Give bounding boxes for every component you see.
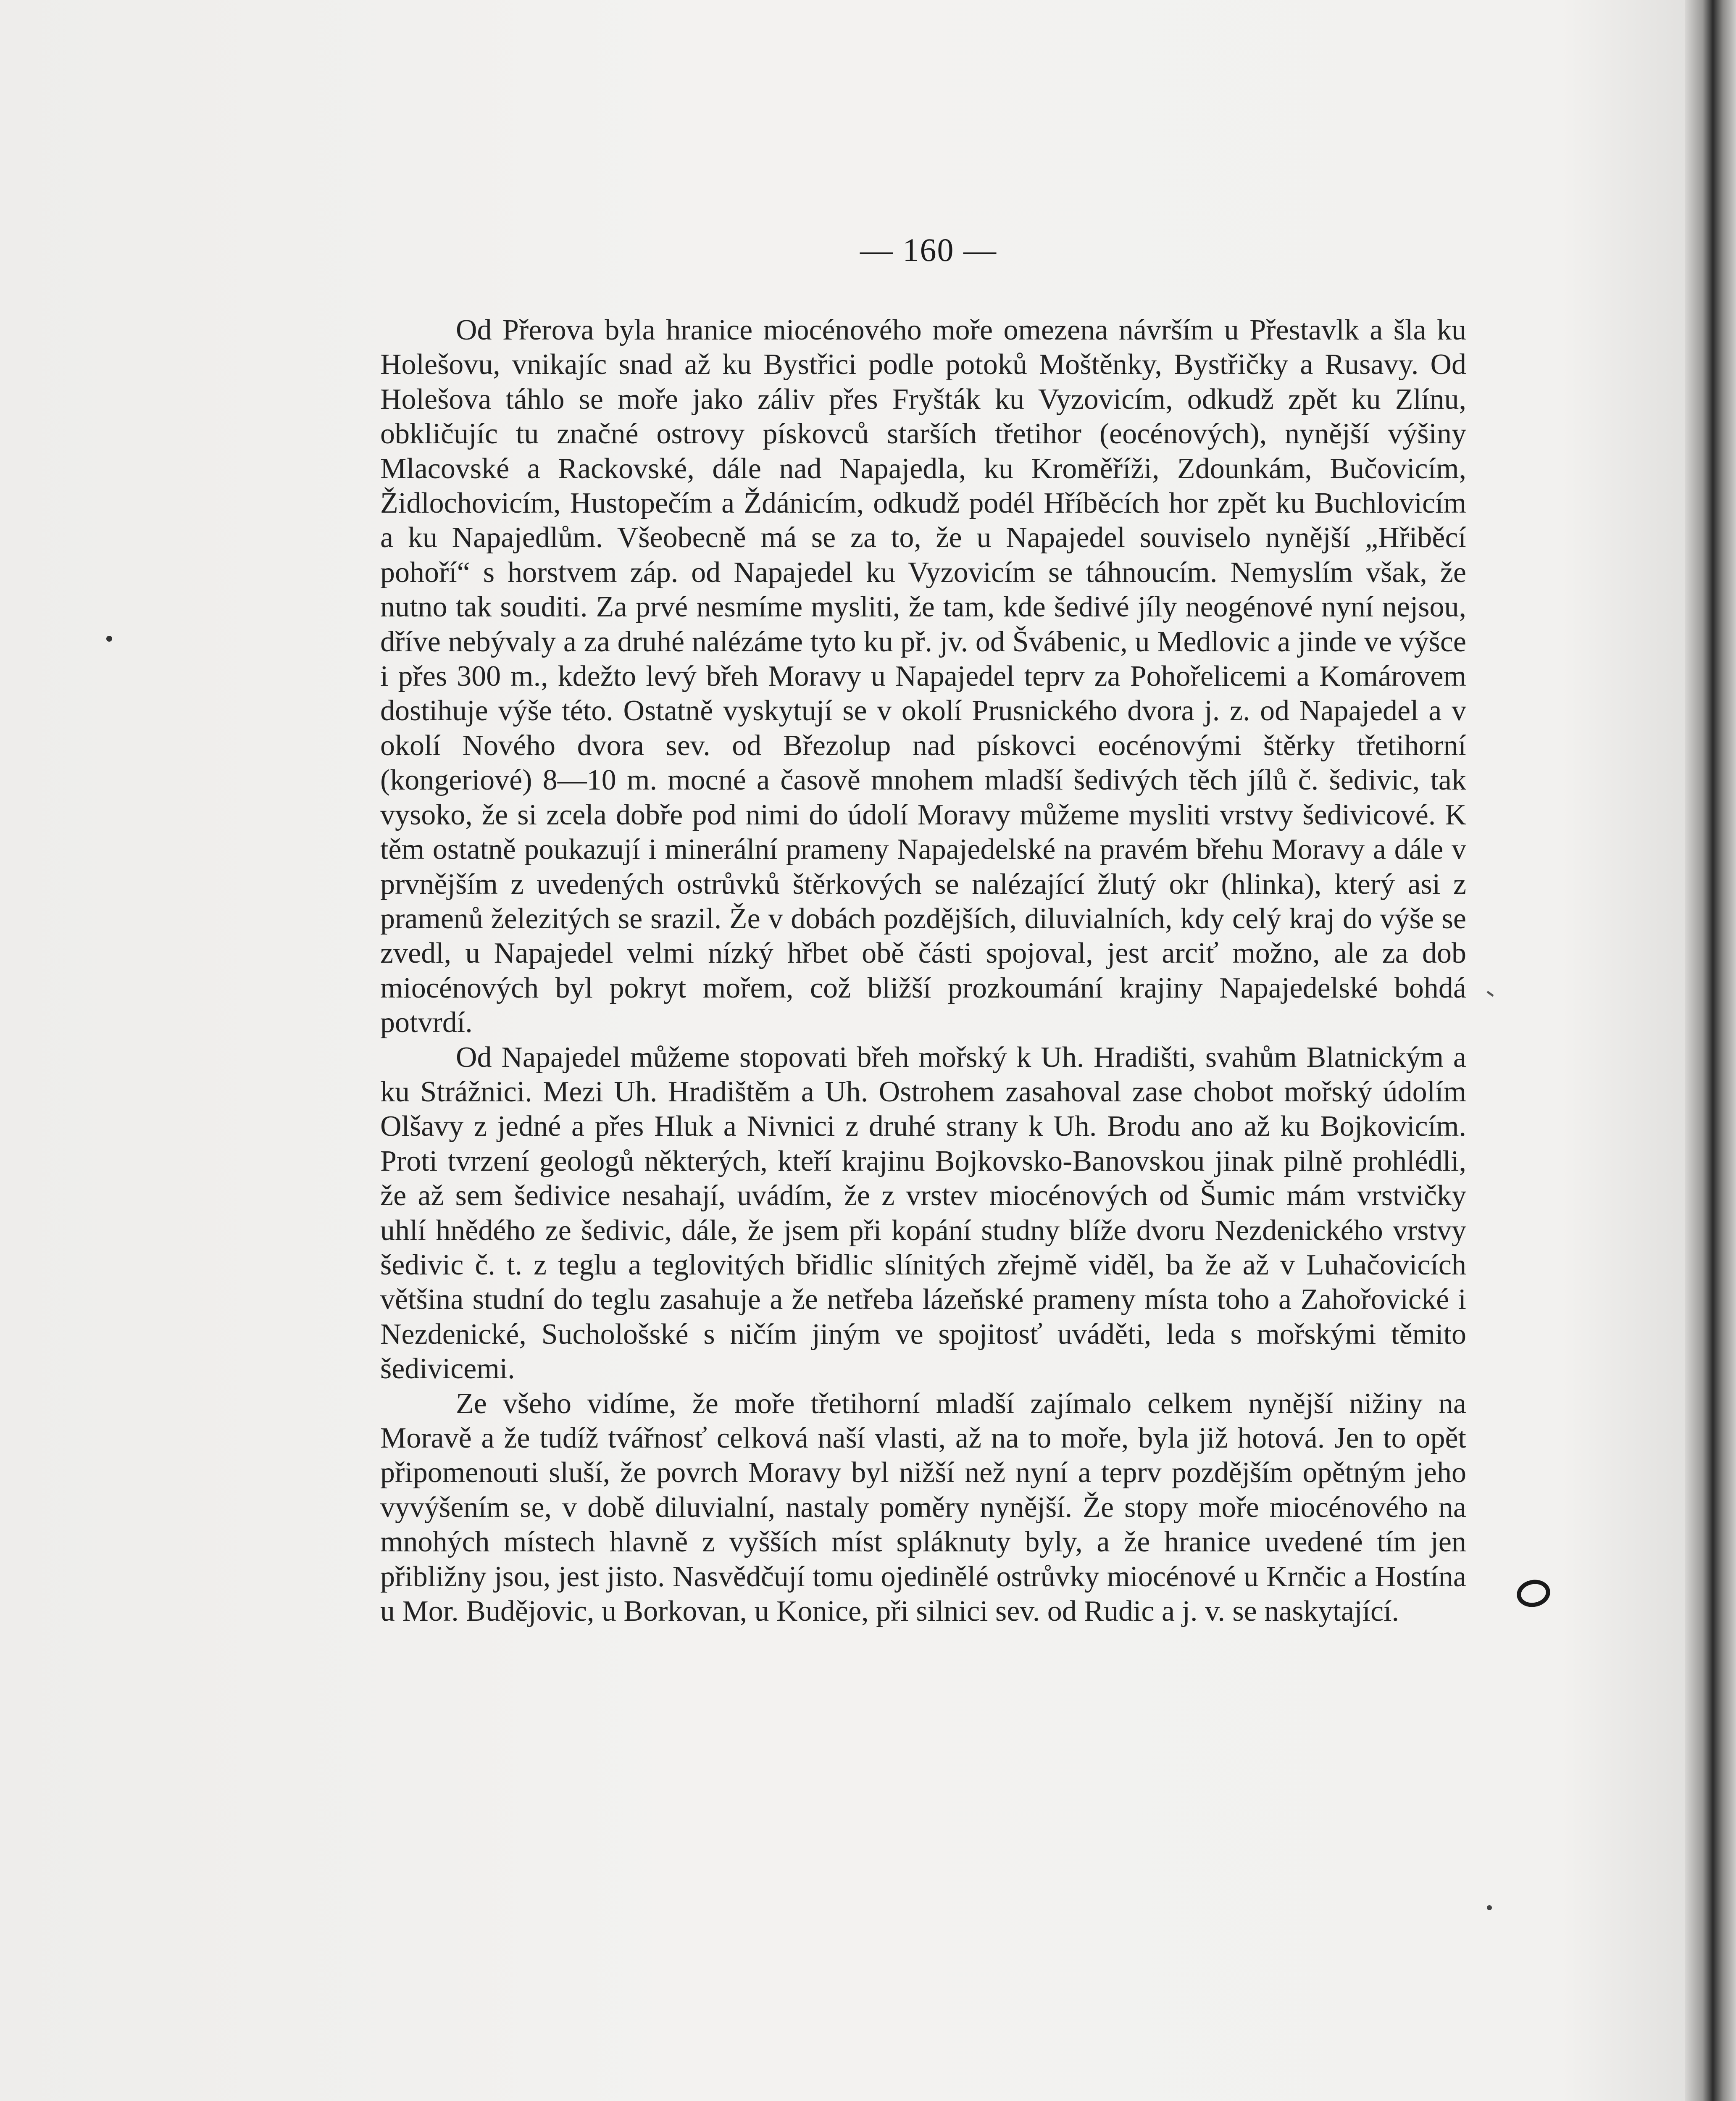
speck xyxy=(1487,992,1493,996)
paragraph: Od Přerova byla hranice miocénového moře omezena návrším u Přestavlk a šla ku Holešovu, vnikajíc snad až ku Bystřici podle potoků Moštěnky, Bystřičky a Rusavy. Od Holešova táhlo se moře jako záliv přes Fryšták ku Vyzovicím, odkudž zpět ku Zlínu, obkličujíc tu značné ostrovy pískovců starších třetihor (eocénových), nynější výšiny Mlacovské a Rackovské, dále nad Napajedla, ku Kroměříži, Zdounkám, Bučovicím, Židlochovicím, Hustopečím a Ždánicím, odkudž podél Hříběcích hor zpět ku Buchlovicím a ku Napajedlům. Všeobecně má se za to, že u Napajedel souviselo nynější „Hřiběcí pohoří“ s horstvem záp. od Napajedel ku Vyzovicím se táhnoucím. Nemyslím však, že nutno tak souditi. Za prvé nesmíme mysliti, že tam, kde šedivé jíly neogénové nyní nejsou, dříve nebývaly a za druhé nalézáme tyto ku př. jv. od Švábenic, u Medlovic a jinde ve výšce i přes 300 m., kdežto levý břeh Moravy u Napajedel teprv za Pohořelicemi a Komárovem dostihuje výše této. Ostatně vyskytují se v okolí Prusnického dvora j. z. od Napajedel a v okolí Nového dvora sev. od Březolup nad pískovci eocénovými štěrky třetihorní (kongeriové) 8—10 m. mocné a časově mnohem mladší šedivých těch jílů č. šedivic, tak vysoko, že si zcela dobře pod nimi do údolí Moravy můžeme mysliti vrstvy šedivicové. K těm ostatně poukazují i minerální prameny Napajedelské na pravém břehu Moravy a dále v prvnějším z uvedených ostrůvků štěrkových se nalézající žlutý okr (hlinka), který asi z pramenů železitých se srazil. Že v dobách pozdějších, diluvialních, kdy celý kraj do výše se zvedl, u Napajedel velmi nízký hřbet obě části spojoval, jest arciť možno, ale za dob miocénových byl pokryt mořem, což bližší prozkoumání krajiny Napajedelské bohdá potvrdí. xyxy=(380,314,1466,1039)
speck xyxy=(1487,1905,1492,1910)
speck xyxy=(106,636,112,642)
paragraph: Ze všeho vidíme, že moře třetihorní mladší zajímalo celkem nynější nižiny na Moravě a že tudíž tvářnosť celková naší vlasti, až na to moře, byla již hotová. Jen to opět připomenouti sluší, že povrch Moravy byl nižší než nyní a teprv pozdějším opětným jeho vyvýšením se, v době diluvialní, nastaly poměry nynější. Že stopy moře miocénového na mnohých místech hlavně z vyšších míst spláknuty byly, a že hranice uvedené tím jen přibližny jsou, jest jisto. Nasvědčují tomu ojedinělé ostrůvky miocénové u Krnčic a Hostína u Mor. Budějovic, u Borkovan, u Konice, při silnici sev. od Rudic a j. v. se naskytající. xyxy=(380,1387,1466,1628)
paragraph: Od Napajedel můžeme stopovati břeh mořský k Uh. Hradišti, svahům Blatnickým a ku Strážnici. Mezi Uh. Hradištěm a Uh. Ostrohem zasahoval zase chobot mořský údolím Olšavy z jedné a přes Hluk a Nivnici z druhé strany k Uh. Brodu ano až ku Bojkovicím. Proti tvrzení geologů některých, kteří krajinu Bojkovsko-Banovskou jinak pilně prohlédli, že až sem šedivice nesahají, uvádím, že z vrstev miocénových od Šumic mám vrstvičky uhlí hnědého ze šedivic, dále, že jsem při kopání studny blíže dvoru Nezdenického vrstvy šedivic č. t. z teglu a teglovitých břidlic slínitých zřejmě viděl, ba že až v Luhačovicích většina studní do teglu zasahuje a že netřeba lázeňské prameny místa toho a Zahořovické i Nezdenické, Suchološské s ničím jiným ve spojitosť uváděti, leda s mořskými těmito šedivicemi. xyxy=(380,1041,1466,1385)
page-number: — 160 — xyxy=(860,232,997,268)
